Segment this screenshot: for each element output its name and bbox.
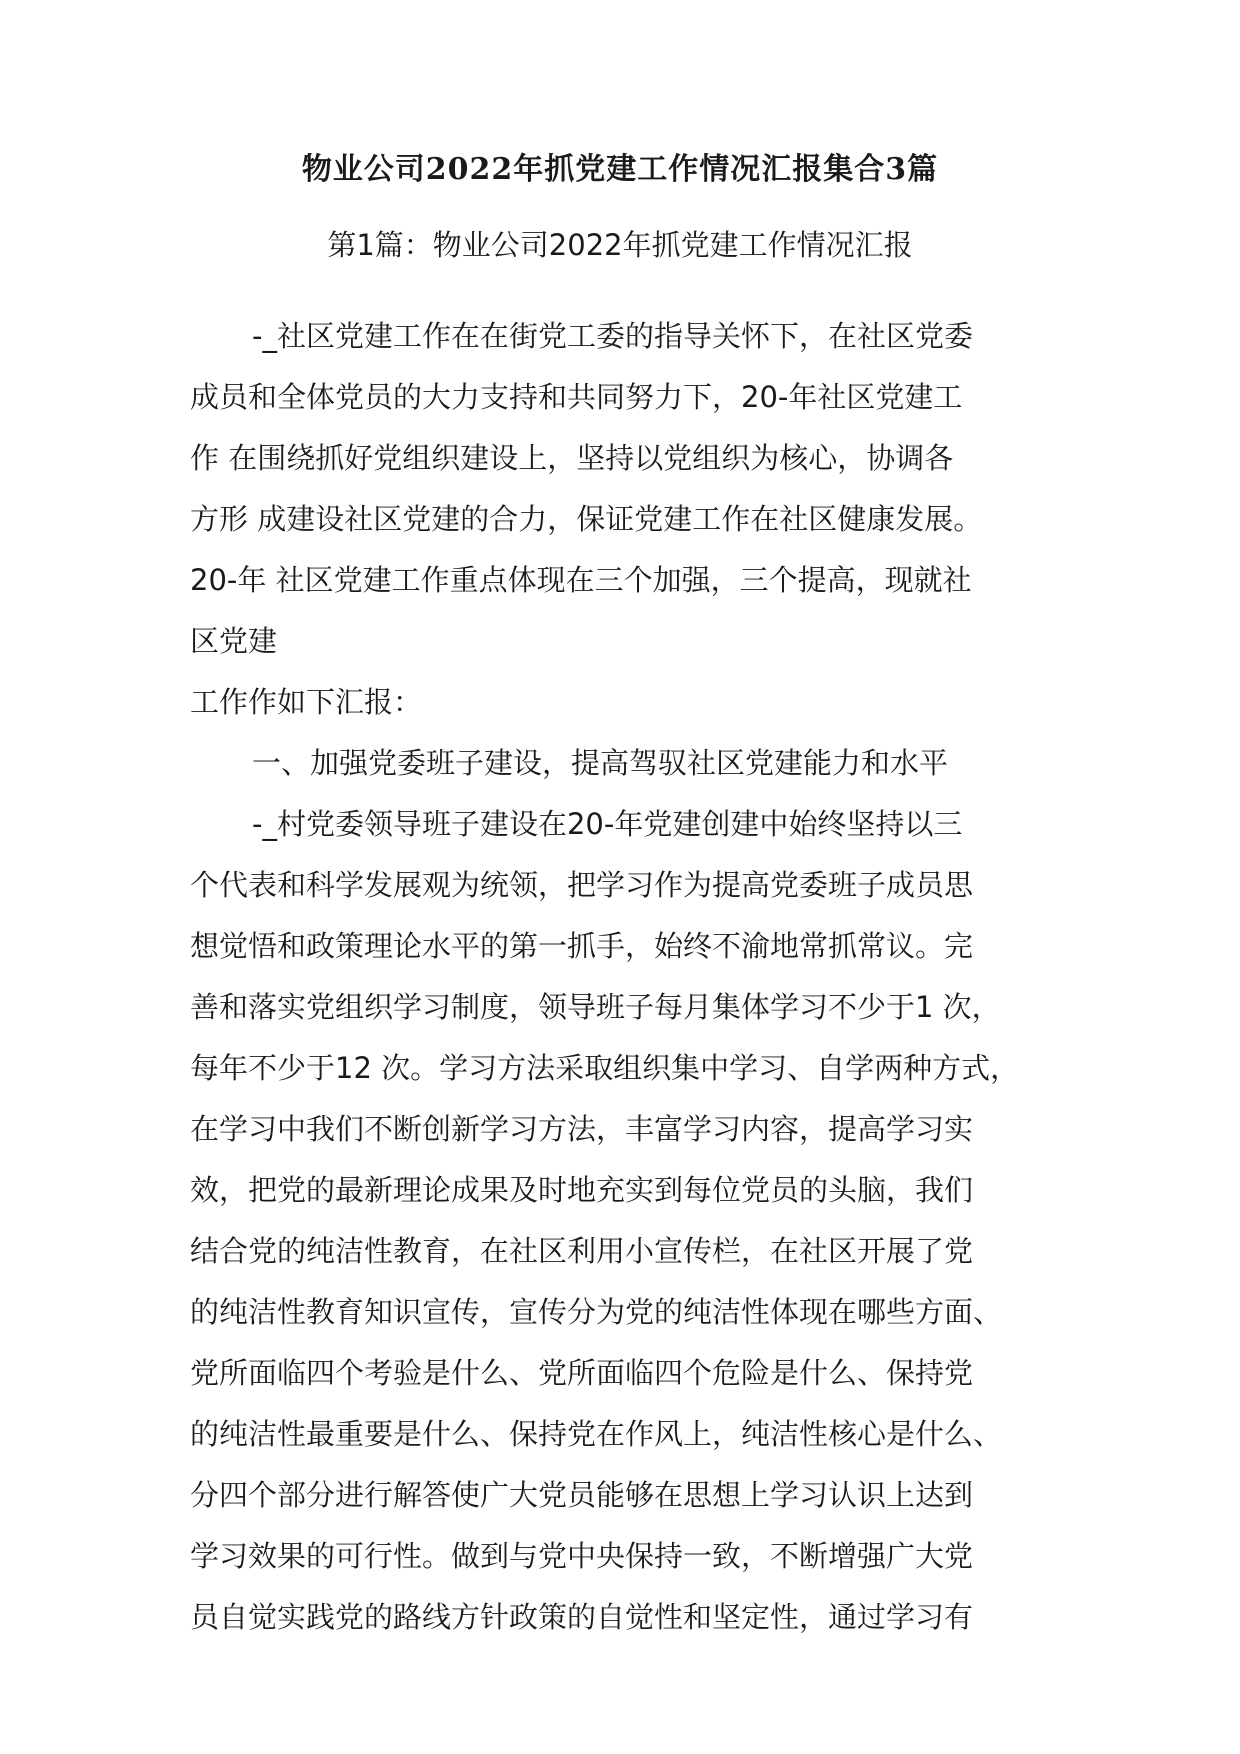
body-text-line: 结合党的纯洁性教育，在社区利用小宣传栏，在社区开展了党 [190,1234,974,1268]
document-title: 物业公司2022年抓党建工作情况汇报集合3篇 [301,152,939,187]
body-text-line: 个代表和科学发展观为统领，把学习作为提高党委班子成员思 [190,868,974,902]
body-text-line: -_社区党建工作在在街党工委的指导关怀下，在社区党委 [252,319,973,353]
body-text-line: 分四个部分进行解答使广大党员能够在思想上学习认识上达到 [190,1478,974,1512]
body-text-line: 学习效果的可行性。做到与党中央保持一致，不断增强广大党 [190,1539,974,1573]
body-text-line: 党所面临四个考验是什么、党所面临四个危险是什么、保持党 [190,1356,974,1390]
body-text-line: 作 在围绕抓好党组织建设上，坚持以党组织为核心，协调各 [190,441,954,475]
body-text-line: -_村党委领导班子建设在20-年党建创建中始终坚持以三 [252,807,963,841]
document-body [190,312,1090,1654]
body-text-line: 一、加强党委班子建设，提高驾驭社区党建能力和水平 [252,746,949,780]
body-text-line: 20-年 社区党建工作重点体现在三个加强，三个提高，现就社 [190,563,972,597]
body-text-line: 想觉悟和政策理论水平的第一抓手，始终不渝地常抓常议。完 [190,929,974,963]
body-text-line: 善和落实党组织学习制度，领导班子每月集体学习不少于1 次， [190,990,1001,1024]
body-text-line: 成员和全体党员的大力支持和共同努力下，20-年社区党建工 [190,380,963,414]
body-text-line: 区党建 [190,624,278,658]
body-text-line: 的纯洁性最重要是什么、保持党在作风上，纯洁性核心是什么、 [190,1417,1003,1451]
body-text-line: 效，把党的最新理论成果及时地充实到每位党员的头脑，我们 [190,1173,974,1207]
body-text-line: 的纯洁性教育知识宣传，宣传分为党的纯洁性体现在哪些方面、 [190,1295,1003,1329]
body-text-line: 方形 成建设社区党建的合力，保证党建工作在社区健康发展。 [190,502,983,536]
section-title: 第1篇：物业公司2022年抓党建工作情况汇报 [327,228,913,262]
body-text-line: 每年不少于12 次。学习方法采取组织集中学习、自学两种方式， [190,1051,1020,1085]
body-text-line: 在学习中我们不断创新学习方法，丰富学习内容，提高学习实 [190,1112,974,1146]
body-text-line: 员自觉实践党的路线方针政策的自觉性和坚定性，通过学习有 [190,1600,974,1634]
body-text-line: 工作作如下汇报： [190,685,423,719]
